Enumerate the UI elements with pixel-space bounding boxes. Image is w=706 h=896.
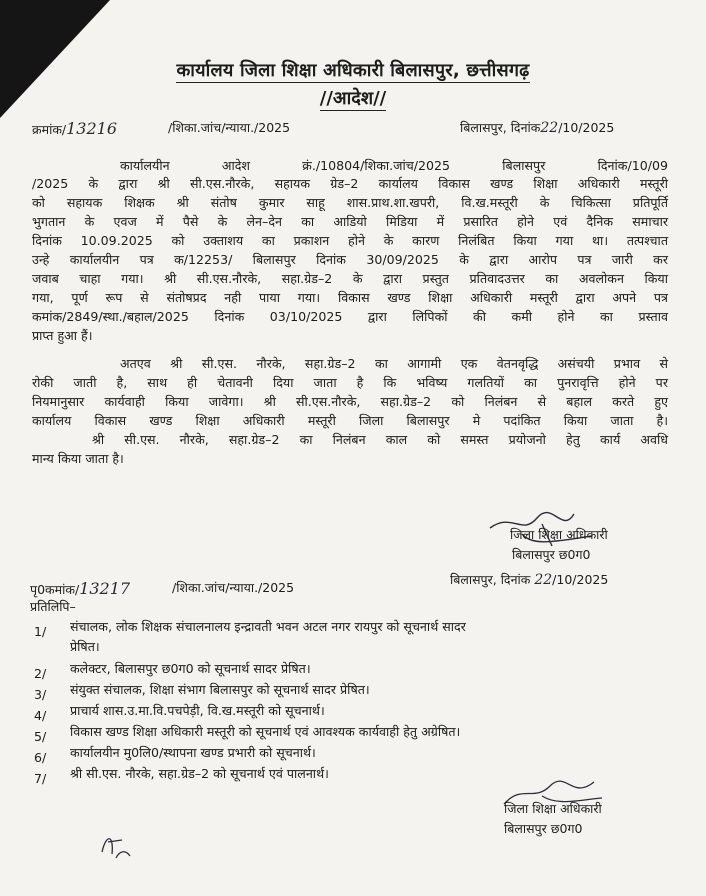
cc-item-text: संचालक, लोक शिक्षक संचालनालय इन्द्रावती भवन अटल नगर रायपुर को सूचनार्थ सादर [70,619,466,634]
body-line: कमांक/2849/स्था./बहाल/2025 दिनांक 03/10/2025 द्वारा लिपिकों की कमी होने का प्रस्ताव [32,309,668,324]
copy-ref-date: बिलासपुर, दिनांक 22/10/2025 [450,572,609,588]
ref-subject-code: /शिका.जांच/न्याया./2025 [168,120,291,135]
body-line: /2025 के द्वारा श्री सी.एस.नौरके, सहायक ग्रेड–2 कार्यालय विकास खण्ड शिक्षा अधिकारी मस्तूरी [32,176,668,191]
body-line: भुगतान के एवज में पैसे के लेन–देन का आडियो मिडिया में प्रसारित होने एवं दैनिक समाचार [32,214,668,229]
initials-mark [96,828,136,864]
body-line: प्राप्त हुआ हैं। [32,328,93,343]
signature-2-place: बिलासपुर छ0ग0 [504,821,583,836]
body-line: अतएव श्री सी.एस. नौरके, सहा.ग्रेड–2 का आगामी एक वेतनवृद्धि असंचयी प्रभाव से [120,356,668,371]
body-line: रोकी जाती है, साथ ही चेतावनी दिया जाता है कि भविष्य गलतियों का पुनरावृत्ति होने पर [32,375,668,390]
cc-item-number: 6/ [34,750,47,765]
cc-item-number: 2/ [34,666,47,681]
ref-number-line: क्रमांक/13216 [32,119,118,138]
body-line: दिनांक 10.09.2025 को उक्ताशय का प्रकाशन होने के कारण निलंबित किया गया था। तत्पश्चात [32,233,668,248]
signature-1-place: बिलासपुर छ0ग0 [512,547,591,562]
cc-item-text: श्री सी.एस. नौरके, सहा.ग्रेड–2 को सूचनार्थ एवं पालनार्थ। [70,766,329,781]
cc-item-text: कलेक्टर, बिलासपुर छ0ग0 को सूचनार्थ सादर प्रेषित। [70,661,311,676]
body-line: कार्यालय विकास खण्ड शिक्षा अधिकारी मस्तूरी जिला बिलासपुर मे पदांकित किया जाता है। [32,413,668,428]
body-line: को सहायक शिक्षक श्री संतोष कुमार साहू शास.प्राथ.शा.खपरी, वि.ख.मस्तूरी के चिकित्सा प्रतिपूर्ति [32,195,668,210]
body-line: कार्यालयीन आदेश क्रं./10804/शिका.जांच/2025 बिलासपुर दिनांक/10/09 [120,158,668,173]
cc-item-number: 4/ [34,708,47,723]
signature-1-designation: जिला शिक्षा अधिकारी [510,527,608,542]
cc-item-text: कार्यालयीन मु0लि0/स्थापना खण्ड प्रभारी को सूचनार्थ। [70,745,316,760]
copy-ref-subject-code: /शिका.जांच/न्याया./2025 [172,580,295,595]
cc-item-text: विकास खण्ड शिक्षा अधिकारी मस्तूरी को सूचनार्थ एवं आवश्यक कार्यवाही हेतु अग्रेषित। [70,724,461,739]
order-title: //आदेश// [319,88,387,109]
cc-item-text-continued: प्रेषित। [70,639,100,654]
ref-date: बिलासपुर, दिनांक22/10/2025 [460,120,615,136]
body-line: नियमानुसार कार्यवाही किया जावेगा। श्री सी.एस.नौरके, सहा.ग्रेड–2 को निलंबन से बहाल करते हुए [32,394,668,409]
cc-item-number: 5/ [34,729,47,744]
body-line: मान्य किया जाता है। [32,451,124,466]
cc-item-number: 1/ [34,624,47,639]
cc-item-number: 7/ [34,771,47,786]
cc-item-number: 3/ [34,687,47,702]
cc-heading: प्रतिलिपि– [30,599,76,614]
cc-item-text: संयुक्त संचालक, शिक्षा संभाग बिलासपुर को सूचनार्थ सादर प्रेषित। [70,682,370,697]
cc-item-text: प्राचार्य शास.उ.मा.वि.पचपेड़ी, वि.ख.मस्तूरी को सूचनार्थ। [70,703,325,718]
body-line: श्री सी.एस. नौरके, सहा.ग्रेड–2 का निलंबन काल को समस्त प्रयोजनो हेतु कार्य अवधि [92,432,668,447]
signature-2-designation: जिला शिक्षा अधिकारी [504,801,602,816]
body-line: गया, पूर्ण रूप से संतोषप्रद नही पाया गया। विकास खण्ड शिक्षा अधिकारी मस्तूरी द्वारा अपने पत्र [32,290,668,305]
body-line: जवाब चाहा गया। श्री सी.एस.नौरके, सहा.ग्रेड–2 के द्वारा प्रस्तुत प्रतिवादउत्तर का अवलोकन किया [32,271,668,286]
body-line: उन्हे कार्यालयीन पत्र क/12253/ बिलासपुर दिनांक 30/09/2025 के द्वारा आरोप पत्र जारी कर [32,252,668,267]
office-title: कार्यालय जिला शिक्षा अधिकारी बिलासपुर, छत्तीसगढ़ [176,60,530,81]
copy-ref-number-handwritten: 13217 [79,579,131,598]
copy-ref-number-line: पृ0कमांक/13217 [30,579,131,598]
ref-number-handwritten: 13216 [66,119,118,138]
